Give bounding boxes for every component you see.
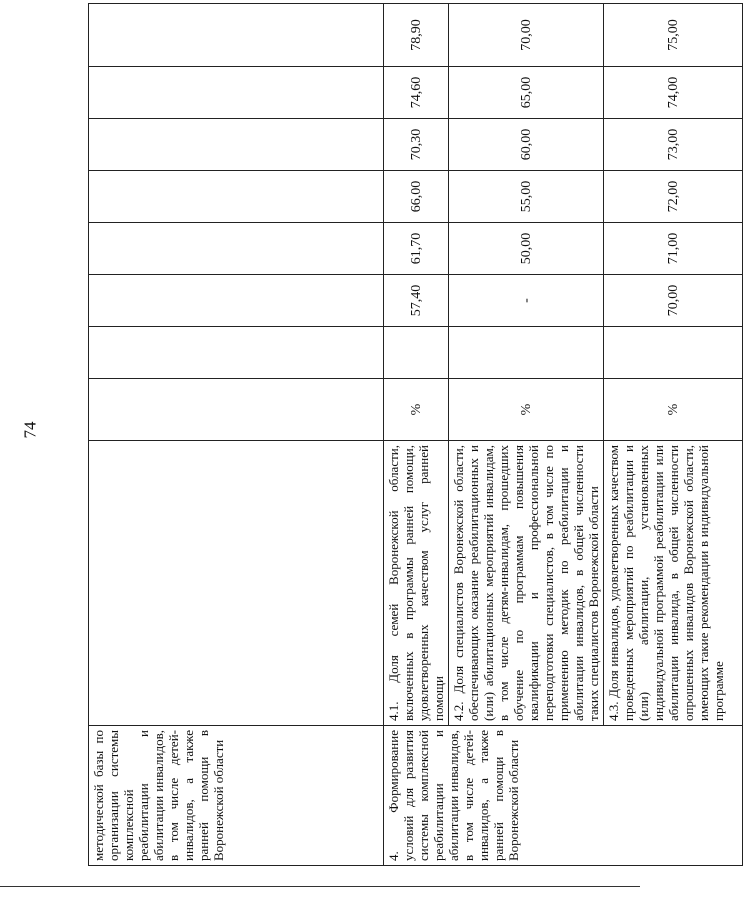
value-cell: 57,40 xyxy=(384,275,449,327)
value-cell xyxy=(604,327,743,379)
value-cell: 74,00 xyxy=(604,67,743,119)
value-cell: 61,70 xyxy=(384,223,449,275)
goal-cell: 4. Формирование условий для развития системы комплексной реабилитации и абилитации инвалидов, в том числе детей-инвалидов, а также ранней помощи в Воронежской области xyxy=(384,726,743,866)
value-cell: 70,00 xyxy=(604,275,743,327)
value-cell xyxy=(89,4,384,67)
value-cell xyxy=(89,327,384,379)
value-cell: 70,30 xyxy=(384,119,449,171)
value-cell xyxy=(384,327,449,379)
table-row xyxy=(384,4,449,866)
unit-cell: % xyxy=(384,379,449,441)
unit-cell: % xyxy=(449,379,604,441)
indicator-cell: 4.1. Доля семей Воронежской области, включенных в программы ранней помощи, удовлетворенных качеством услуг ранней помощи xyxy=(384,441,449,726)
goal-cell: методической базы по организации системы комплексной реабилитации и абилитации инвалидов, в том числе детей-инвалидов, а также ранней помощи в Воронежской области xyxy=(89,726,384,866)
rotated-table-container xyxy=(88,4,726,866)
value-cell: 55,00 xyxy=(449,171,604,223)
page-bottom-divider xyxy=(0,886,640,887)
value-cell: 78,90 xyxy=(384,4,449,67)
value-cell: 71,00 xyxy=(604,223,743,275)
table-row xyxy=(89,4,384,866)
page-number: 74 xyxy=(20,421,40,439)
value-cell: 74,60 xyxy=(384,67,449,119)
value-cell: 60,00 xyxy=(449,119,604,171)
indicator-cell xyxy=(89,441,384,726)
value-cell: 65,00 xyxy=(449,67,604,119)
indicator-cell: 4.2. Доля специалистов Воронежской области, обеспечивающих оказание реабилитационных и (или) абилитационных мероприятий инвалидам, в том числе детям-инвалидам, прошедших обучение по программам повышения квалификации и профессиональной переподготовки специалистов, в том числе по применению методик по реабилитации и абилитации инвалидов, в общей численности таких специалистов Воронежской области xyxy=(449,441,604,726)
value-cell: 75,00 xyxy=(604,4,743,67)
value-cell xyxy=(89,67,384,119)
value-cell xyxy=(89,223,384,275)
value-cell: 50,00 xyxy=(449,223,604,275)
value-cell: 70,00 xyxy=(449,4,604,67)
value-cell: 73,00 xyxy=(604,119,743,171)
value-cell xyxy=(89,119,384,171)
value-cell: - xyxy=(449,275,604,327)
indicator-cell: 4.3. Доля инвалидов, удовлетворенных качеством проведенных мероприятий по реабилитации и (или) абилитации, установленных индивидуальной программой реабилитации или абилитации инвалида, в общей численности опрошенных инвалидов Воронежской области, имеющих такие рекомендации в индивидуальной программе xyxy=(604,441,743,726)
indicators-table xyxy=(88,3,743,866)
unit-cell xyxy=(89,379,384,441)
value-cell: 72,00 xyxy=(604,171,743,223)
value-cell: 66,00 xyxy=(384,171,449,223)
value-cell xyxy=(89,275,384,327)
value-cell xyxy=(89,171,384,223)
value-cell xyxy=(449,327,604,379)
unit-cell: % xyxy=(604,379,743,441)
